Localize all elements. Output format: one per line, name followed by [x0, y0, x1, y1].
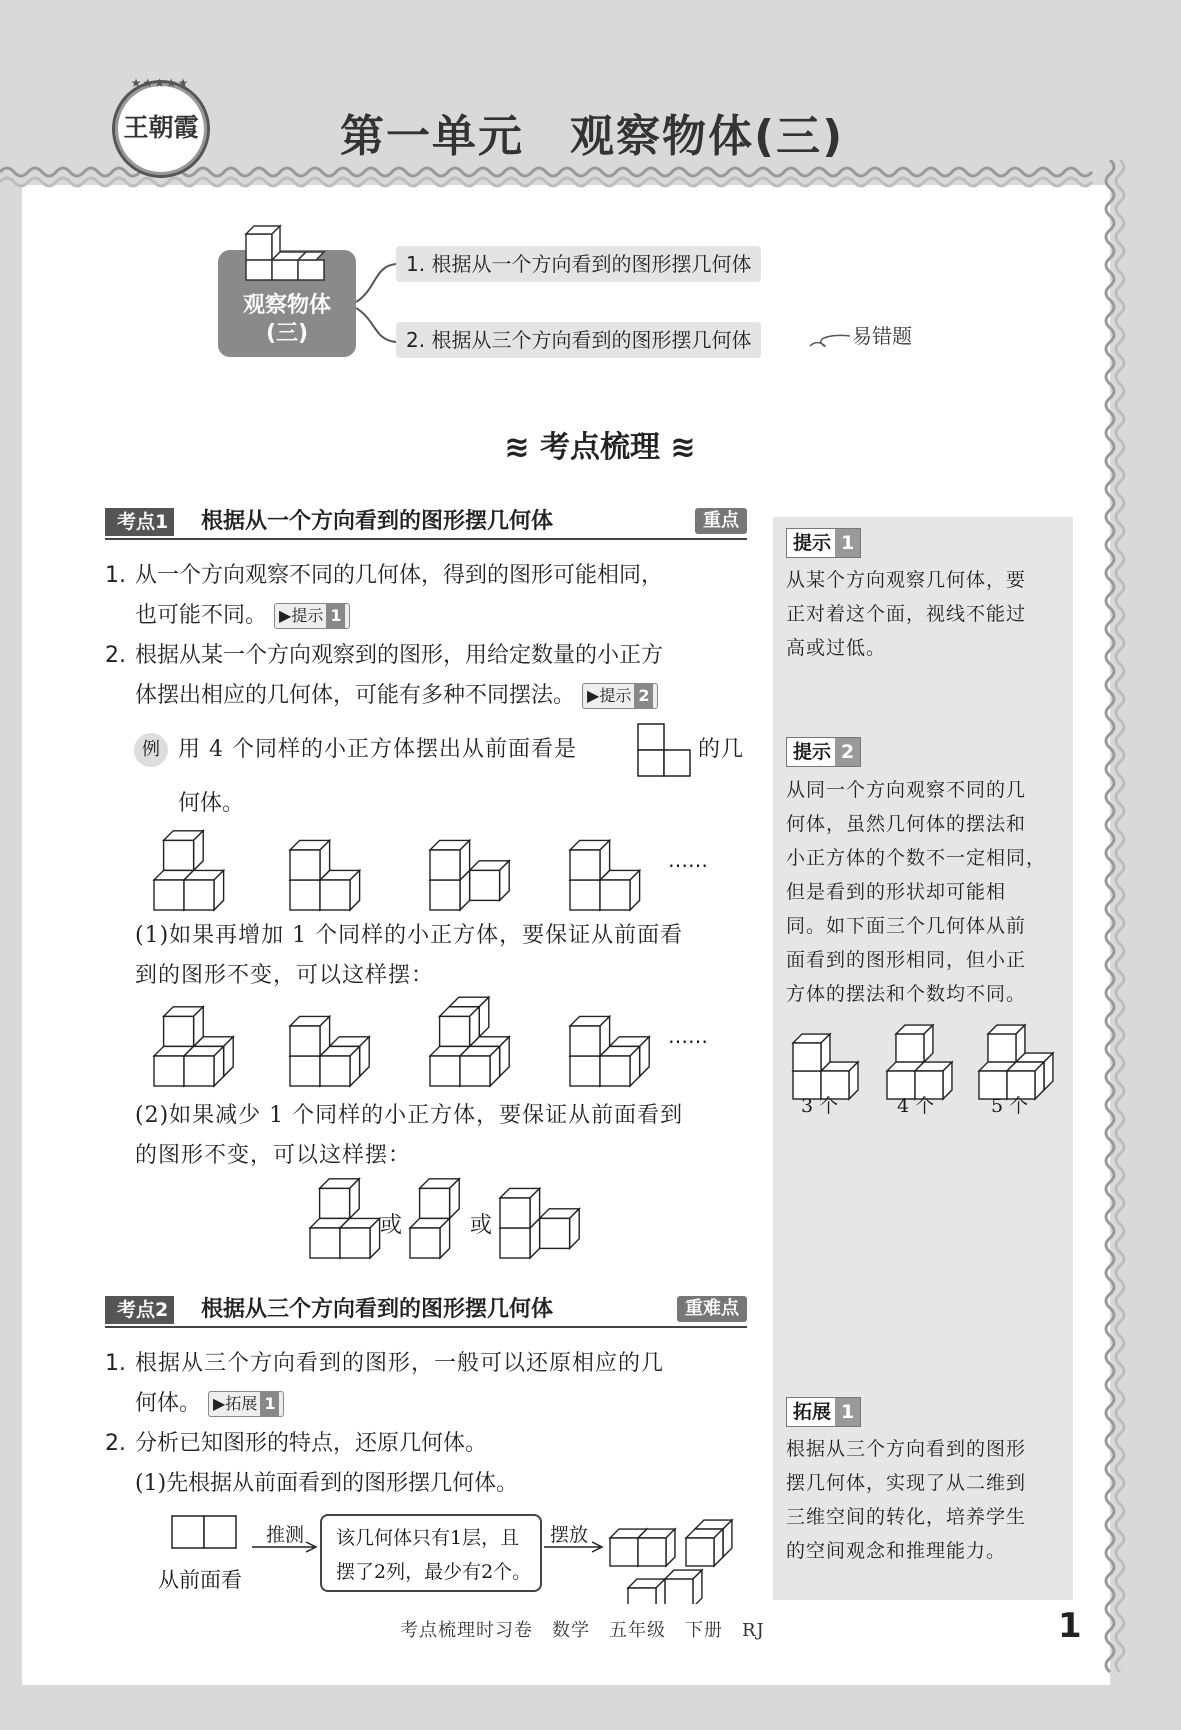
kd2-tag: 考点2 [105, 1296, 174, 1324]
cube [610, 1538, 638, 1566]
mindmap-cubes-icon [242, 222, 332, 282]
example-text-a: 用 4 个同样的小正方体摆出从前面看是 [178, 737, 577, 762]
kd2-header [105, 1296, 747, 1328]
logo-stars: ★★★★★ [130, 76, 190, 90]
cube [430, 1056, 460, 1086]
example-text-c: 何体。 [178, 791, 245, 816]
ext1-body: 根据从三个方向看到的图形 摆几何体，实现了从二维到 三维空间的转化，培养学生 的空间观念和推理能力。 [786, 1438, 1027, 1562]
cube [154, 880, 184, 910]
kd1-point2: 2. 根据从某一个方向观察到的图形，用给定数量的小正方 体摆出相应的几何体，可能有多种不同摆法。 ▶提示 2 [105, 643, 664, 708]
cube [570, 1026, 600, 1056]
count-3: 3 个 [801, 1095, 839, 1117]
cube [460, 1056, 490, 1086]
kd1-tag: 考点1 [105, 508, 174, 536]
flow-label-front: 从前面看 [158, 1568, 242, 1592]
kd1-point1: 1. 从一个方向观察不同的几何体，得到的图形可能相同， 也可能不同。 ▶提示 1 [105, 563, 664, 628]
or-2: 或 [470, 1213, 493, 1238]
count-4: 4 个 [897, 1095, 935, 1117]
kd1-header [105, 508, 747, 540]
cube [340, 1228, 370, 1258]
cube [540, 1218, 570, 1248]
cube [290, 880, 320, 910]
cube [600, 880, 630, 910]
cube [290, 1056, 320, 1086]
ext1-head: 拓展 1 [786, 1397, 861, 1427]
front-view-shape [636, 722, 692, 778]
tip1-head: 提示 1 [786, 528, 861, 558]
row2-ellipsis: …… [668, 1024, 708, 1048]
tip1-body: 从某个方向观察几何体，要 正对着这个面，视线不能过 高或过低。 [786, 569, 1027, 659]
add-one-cube-figures [140, 996, 760, 1096]
flow-arrow1-label: 推测 [266, 1524, 305, 1546]
mindmap-center-line2: (三) [265, 321, 309, 346]
cube [570, 1056, 600, 1086]
mindmap-item-2: 2. 根据从三个方向看到的图形摆几何体 [396, 322, 761, 358]
logo-text: 王朝霞 [123, 113, 199, 142]
cube [320, 880, 350, 910]
page-number: 1 [1058, 1606, 1082, 1646]
cube [896, 1034, 924, 1062]
cube [570, 880, 600, 910]
kd2-badge: 重难点 [677, 1296, 747, 1322]
section-title: ≋ 考点梳理 ≋ [504, 430, 696, 465]
sidebar [773, 517, 1073, 1600]
kd1-q2: (2)如果减少 1 个同样的小正方体，要保证从前面看到 的图形不变，可以这样摆： [135, 1103, 684, 1168]
mindmap-note: 易错题 [852, 324, 912, 348]
cube [793, 1043, 821, 1071]
cube [184, 1056, 214, 1086]
tip1-link[interactable]: ▶提示 1 [274, 603, 350, 629]
cube [184, 880, 214, 910]
cube [430, 850, 460, 880]
cube [988, 1034, 1016, 1062]
cube [500, 1228, 530, 1258]
wavy-border-right [1100, 160, 1136, 1690]
cube [420, 1188, 450, 1218]
mindmap-center-line1: 观察物体 [242, 293, 331, 318]
cube [440, 1016, 470, 1046]
example-cube-figures [140, 820, 760, 920]
example-text-b: 的几 [698, 737, 745, 762]
mindmap-connectors [356, 250, 396, 360]
tip2-head: 提示 2 [786, 737, 861, 767]
flow-reasoning-box: 该几何体只有1层，且 摆了2列，最少有2个。 [320, 1514, 542, 1592]
row1-ellipsis: …… [668, 848, 708, 872]
curly-arrow-icon [808, 328, 852, 352]
cube [570, 850, 600, 880]
cube [600, 1056, 630, 1086]
cube [154, 1056, 184, 1086]
ext1-link[interactable]: ▶拓展 1 [208, 1391, 284, 1417]
arrow-right-icon [542, 1540, 608, 1554]
kd2-title: 根据从三个方向看到的图形摆几何体 [201, 1297, 554, 1322]
remove-one-cube-figures [300, 1176, 600, 1266]
cube [310, 1228, 340, 1258]
cube [628, 1588, 656, 1604]
cube [500, 1198, 530, 1228]
kd2-point1: 1. 根据从三个方向看到的图形，一般可以还原相应的几 何体。 ▶拓展 1 [105, 1351, 665, 1416]
footer-text: 考点梳理时习卷 数学 五年级 下册 RJ [400, 1620, 765, 1641]
tip2-link[interactable]: ▶提示 2 [582, 683, 658, 709]
cube [164, 1016, 194, 1046]
unit-title: 第一单元 观察物体(三) [340, 111, 845, 162]
cube [410, 1228, 440, 1258]
cube [320, 1056, 350, 1086]
count-5: 5 个 [991, 1095, 1029, 1117]
kd1-q1: (1)如果再增加 1 个同样的小正方体，要保证从前面看 到的图形不变，可以这样摆： [135, 923, 684, 988]
flow-arrow2-label: 摆放 [550, 1524, 589, 1546]
flow-result-figures [606, 1500, 746, 1604]
cube [164, 840, 194, 870]
kd1-badge: 重点 [695, 508, 747, 534]
cube [290, 850, 320, 880]
arrow-right-icon [250, 1540, 320, 1554]
cube [665, 1579, 693, 1604]
example-badge: 例 [134, 733, 168, 767]
cube [470, 870, 500, 900]
kd1-title: 根据从一个方向看到的图形摆几何体 [201, 509, 554, 534]
kd2-point2: 2. 分析已知图形的特点，还原几何体。 (1)先根据从前面看到的图形摆几何体。 [105, 1431, 519, 1496]
mindmap-center [218, 250, 356, 357]
cube [430, 880, 460, 910]
front-view-two-squares [170, 1514, 242, 1550]
mindmap-item-1: 1. 根据从一个方向看到的图形摆几何体 [396, 246, 761, 282]
cube [320, 1188, 350, 1218]
cube [638, 1538, 666, 1566]
tip2-body: 从同一个方向观察不同的几 何体，虽然几何体的摆法和 小正方体的个数不一定相同， 但是看到的形状却可能相 同。如下面三个几何体从前 面看到的图形相同，但小正 方体的摆法和个数均不同。 [786, 779, 1047, 1005]
or-1: 或 [380, 1213, 403, 1238]
cube [290, 1026, 320, 1056]
cube [686, 1538, 714, 1566]
